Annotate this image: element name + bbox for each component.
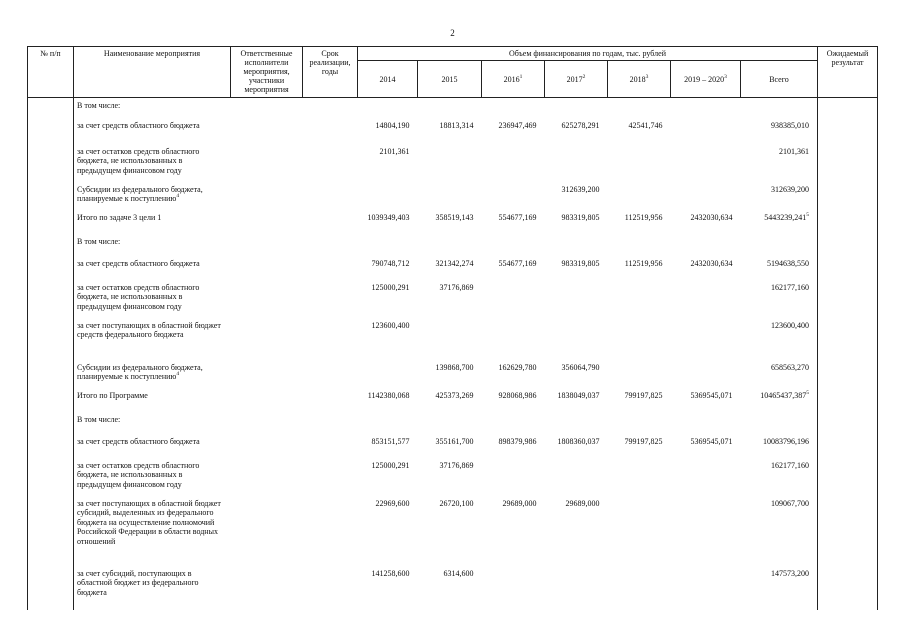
header-year: 2017$^2$ (545, 61, 608, 98)
row-name: Субсидии из федерального бюджета, планируемые к поступлению$^4$ (74, 360, 231, 388)
value-cell: 853151,577 (371, 436, 410, 446)
table-row (28, 210, 878, 234)
row-exec-cell (231, 280, 303, 318)
value-cell (671, 412, 741, 434)
row-term-cell (303, 388, 358, 412)
row-result-cell (818, 280, 878, 318)
row-term-cell (303, 496, 358, 566)
row-name: Итого по Программе (74, 388, 231, 412)
value-cell: 5369545,071 (690, 436, 733, 446)
value-cell (482, 144, 545, 182)
value-cell (671, 318, 741, 360)
row-result-cell (818, 496, 878, 566)
value-cell (482, 566, 545, 610)
value-cell: 37176,869 (439, 282, 474, 292)
financing-table (27, 46, 878, 610)
row-name: В том числе: (74, 412, 231, 434)
table-row (28, 412, 878, 434)
value-cell (671, 458, 741, 496)
value-cell (608, 412, 671, 434)
value-cell: 125000,291 (371, 282, 410, 292)
value-cell (418, 144, 482, 182)
row-term-cell (303, 98, 358, 118)
table-row (28, 434, 878, 458)
row-exec-cell (231, 318, 303, 360)
value-cell: 425373,269 (435, 390, 474, 400)
row-exec-cell (231, 118, 303, 144)
row-num-cell (28, 280, 74, 318)
row-name: за счет остатков средств областного бюджета, не использованных в предыдущем финансовом году (74, 280, 231, 318)
table-row (28, 234, 878, 256)
row-result-cell (818, 210, 878, 234)
table-row (28, 318, 878, 360)
value-cell: 355161,700 (435, 436, 474, 446)
row-term-cell (303, 280, 358, 318)
row-exec-cell (231, 98, 303, 118)
row-num-cell (28, 458, 74, 496)
table-row (28, 566, 878, 610)
row-num-cell (28, 434, 74, 458)
table-row (28, 496, 878, 566)
row-term-cell (303, 234, 358, 256)
value-cell: 5194638,550 (767, 258, 810, 268)
row-result-cell (818, 412, 878, 434)
value-cell (608, 234, 671, 256)
value-cell: 125000,291 (371, 460, 410, 470)
header-year: 2018$^3$ (608, 61, 671, 98)
row-term-cell (303, 182, 358, 210)
row-term-cell (303, 318, 358, 360)
row-name: за счет средств областного бюджета (74, 434, 231, 458)
value-cell: 1039349,403 (367, 212, 410, 222)
value-cell (608, 458, 671, 496)
row-name: за счет поступающих в областной бюджет средств федерального бюджета (74, 318, 231, 360)
value-cell (545, 98, 608, 118)
value-cell (545, 144, 608, 182)
row-term-cell (303, 118, 358, 144)
row-result-cell (818, 144, 878, 182)
value-cell (608, 144, 671, 182)
row-num-cell (28, 144, 74, 182)
value-cell: 112519,956 (624, 258, 663, 268)
header-term: Срок реализации, годы (303, 47, 358, 98)
row-name: за счет остатков средств областного бюджета, не использованных в предыдущем финансовом году (74, 458, 231, 496)
row-num-cell (28, 412, 74, 434)
table-row (28, 388, 878, 412)
table-row (28, 118, 878, 144)
row-exec-cell (231, 210, 303, 234)
value-cell (671, 98, 741, 118)
row-result-cell (818, 118, 878, 144)
row-term-cell (303, 434, 358, 458)
value-cell (671, 182, 741, 210)
value-cell (608, 280, 671, 318)
row-result-cell (818, 388, 878, 412)
table-row (28, 458, 878, 496)
row-result-cell (818, 256, 878, 280)
value-cell (545, 280, 608, 318)
row-term-cell (303, 256, 358, 280)
row-result-cell (818, 360, 878, 388)
value-cell: 10465437,387$^5$ (760, 389, 810, 400)
header-year: Всего (741, 61, 818, 98)
row-name: Субсидии из федерального бюджета, планируемые к поступлению$^4$ (74, 182, 231, 210)
value-cell: 139868,700 (435, 362, 474, 372)
row-num-cell (28, 118, 74, 144)
row-name: В том числе: (74, 98, 231, 118)
row-term-cell (303, 566, 358, 610)
row-result-cell (818, 182, 878, 210)
row-name: В том числе: (74, 234, 231, 256)
row-num-cell (28, 98, 74, 118)
value-cell: 983319,805 (561, 258, 600, 268)
header-year: 2016$^1$ (482, 61, 545, 98)
value-cell: 5369545,071 (690, 390, 733, 400)
row-exec-cell (231, 144, 303, 182)
value-cell: 22969,600 (375, 498, 410, 508)
header-num: № п/п (28, 47, 74, 98)
value-cell: 1142380,068 (367, 390, 410, 400)
value-cell: 162177,160 (771, 282, 810, 292)
value-cell: 112519,956 (624, 212, 663, 222)
row-result-cell (818, 458, 878, 496)
value-cell: 790748,712 (371, 258, 410, 268)
value-cell (545, 458, 608, 496)
row-num-cell (28, 256, 74, 280)
value-cell: 1838049,037 (557, 390, 600, 400)
table-row (28, 98, 878, 118)
value-cell (545, 412, 608, 434)
value-cell (482, 412, 545, 434)
row-term-cell (303, 412, 358, 434)
value-cell: 162177,160 (771, 460, 810, 470)
value-cell (671, 496, 741, 566)
row-term-cell (303, 360, 358, 388)
row-num-cell (28, 360, 74, 388)
row-exec-cell (231, 434, 303, 458)
value-cell: 799197,825 (624, 436, 663, 446)
table-row (28, 280, 878, 318)
value-cell: 141258,600 (371, 568, 410, 578)
row-result-cell (818, 318, 878, 360)
row-num-cell (28, 318, 74, 360)
row-term-cell (303, 458, 358, 496)
table-row (28, 182, 878, 210)
value-cell: 26720,100 (439, 498, 474, 508)
value-cell: 358519,143 (435, 212, 474, 222)
value-cell: 1808360,037 (557, 436, 600, 446)
value-cell (418, 98, 482, 118)
value-cell (671, 280, 741, 318)
value-cell (741, 98, 818, 118)
row-num-cell (28, 182, 74, 210)
value-cell (545, 566, 608, 610)
row-exec-cell (231, 360, 303, 388)
value-cell (358, 182, 418, 210)
header-year: 2019 – 2020$^3$ (671, 61, 741, 98)
row-name: Итого по задаче 3 цели 1 (74, 210, 231, 234)
value-cell: 2432030,634 (690, 212, 733, 222)
value-cell: 928068,986 (498, 390, 537, 400)
value-cell: 898379,986 (498, 436, 537, 446)
value-cell (418, 412, 482, 434)
value-cell (608, 182, 671, 210)
value-cell: 938385,010 (771, 120, 810, 130)
value-cell (482, 318, 545, 360)
row-exec-cell (231, 566, 303, 610)
row-name: за счет средств областного бюджета (74, 118, 231, 144)
row-num-cell (28, 388, 74, 412)
value-cell: 18813,314 (439, 120, 474, 130)
value-cell (482, 458, 545, 496)
value-cell: 321342,274 (435, 258, 474, 268)
table-row (28, 360, 878, 388)
row-exec-cell (231, 182, 303, 210)
row-name: за счет поступающих в областной бюджет субсидий, выделенных из федерального бюджета на осуществление полномочий Российской Федерации в области водных отношений (74, 496, 231, 566)
value-cell: 2432030,634 (690, 258, 733, 268)
value-cell: 554677,169 (498, 258, 537, 268)
value-cell (418, 318, 482, 360)
row-term-cell (303, 210, 358, 234)
value-cell (741, 412, 818, 434)
row-exec-cell (231, 388, 303, 412)
value-cell: 356064,790 (561, 362, 600, 372)
row-num-cell (28, 566, 74, 610)
value-cell: 147573,200 (771, 568, 810, 578)
value-cell: 29689,000 (565, 498, 600, 508)
value-cell (671, 234, 741, 256)
row-name: за счет средств областного бюджета (74, 256, 231, 280)
value-cell: 123600,400 (371, 320, 410, 330)
value-cell: 2101,361 (379, 146, 410, 156)
row-exec-cell (231, 256, 303, 280)
value-cell (671, 566, 741, 610)
row-exec-cell (231, 234, 303, 256)
table-row (28, 144, 878, 182)
value-cell (608, 318, 671, 360)
value-cell (482, 234, 545, 256)
value-cell: 799197,825 (624, 390, 663, 400)
value-cell: 312639,200 (771, 184, 810, 194)
row-result-cell (818, 234, 878, 256)
row-exec-cell (231, 412, 303, 434)
value-cell: 42541,746 (628, 120, 663, 130)
value-cell: 625278,291 (561, 120, 600, 130)
header-year: 2014 (358, 61, 418, 98)
row-exec-cell (231, 458, 303, 496)
header-name: Наименование мероприятия (74, 47, 231, 98)
value-cell: 162629,780 (498, 362, 537, 372)
row-result-cell (818, 434, 878, 458)
value-cell (741, 234, 818, 256)
page-number: 2 (450, 28, 455, 38)
value-cell: 236947,469 (498, 120, 537, 130)
value-cell (358, 360, 418, 388)
value-cell (608, 98, 671, 118)
value-cell: 5443239,241$^5$ (764, 211, 810, 222)
header-executors: Ответственные исполнители мероприятия, участники мероприятия (231, 47, 303, 98)
value-cell: 29689,000 (502, 498, 537, 508)
value-cell (358, 234, 418, 256)
value-cell: 123600,400 (771, 320, 810, 330)
value-cell (671, 144, 741, 182)
value-cell (545, 318, 608, 360)
row-exec-cell (231, 496, 303, 566)
row-num-cell (28, 210, 74, 234)
header-result: Ожидаемый результат (818, 47, 878, 98)
value-cell: 14804,190 (375, 120, 410, 130)
header-year: 2015 (418, 61, 482, 98)
value-cell (545, 234, 608, 256)
value-cell: 2101,361 (779, 146, 810, 156)
value-cell: 37176,869 (439, 460, 474, 470)
value-cell (671, 118, 741, 144)
table-row (28, 256, 878, 280)
row-num-cell (28, 496, 74, 566)
row-name: за счет остатков средств областного бюджета, не использованных в предыдущем финансовом году (74, 144, 231, 182)
value-cell: 109067,700 (771, 498, 810, 508)
value-cell (482, 98, 545, 118)
value-cell (671, 360, 741, 388)
value-cell: 10083796,196 (763, 436, 810, 446)
header-funding: Объем финансирования по годам, тыс. рублей (358, 47, 818, 61)
row-result-cell (818, 98, 878, 118)
row-term-cell (303, 144, 358, 182)
value-cell (418, 234, 482, 256)
row-result-cell (818, 566, 878, 610)
value-cell (608, 360, 671, 388)
value-cell (482, 182, 545, 210)
value-cell: 554677,169 (498, 212, 537, 222)
row-num-cell (28, 234, 74, 256)
value-cell: 983319,805 (561, 212, 600, 222)
value-cell: 312639,200 (561, 184, 600, 194)
value-cell (608, 496, 671, 566)
value-cell: 658563,270 (771, 362, 810, 372)
value-cell (608, 566, 671, 610)
value-cell (482, 280, 545, 318)
value-cell (358, 98, 418, 118)
value-cell: 6314,600 (443, 568, 474, 578)
value-cell (418, 182, 482, 210)
row-name: за счет субсидий, поступающих в областной бюджет из федерального бюджета (74, 566, 231, 610)
value-cell (358, 412, 418, 434)
